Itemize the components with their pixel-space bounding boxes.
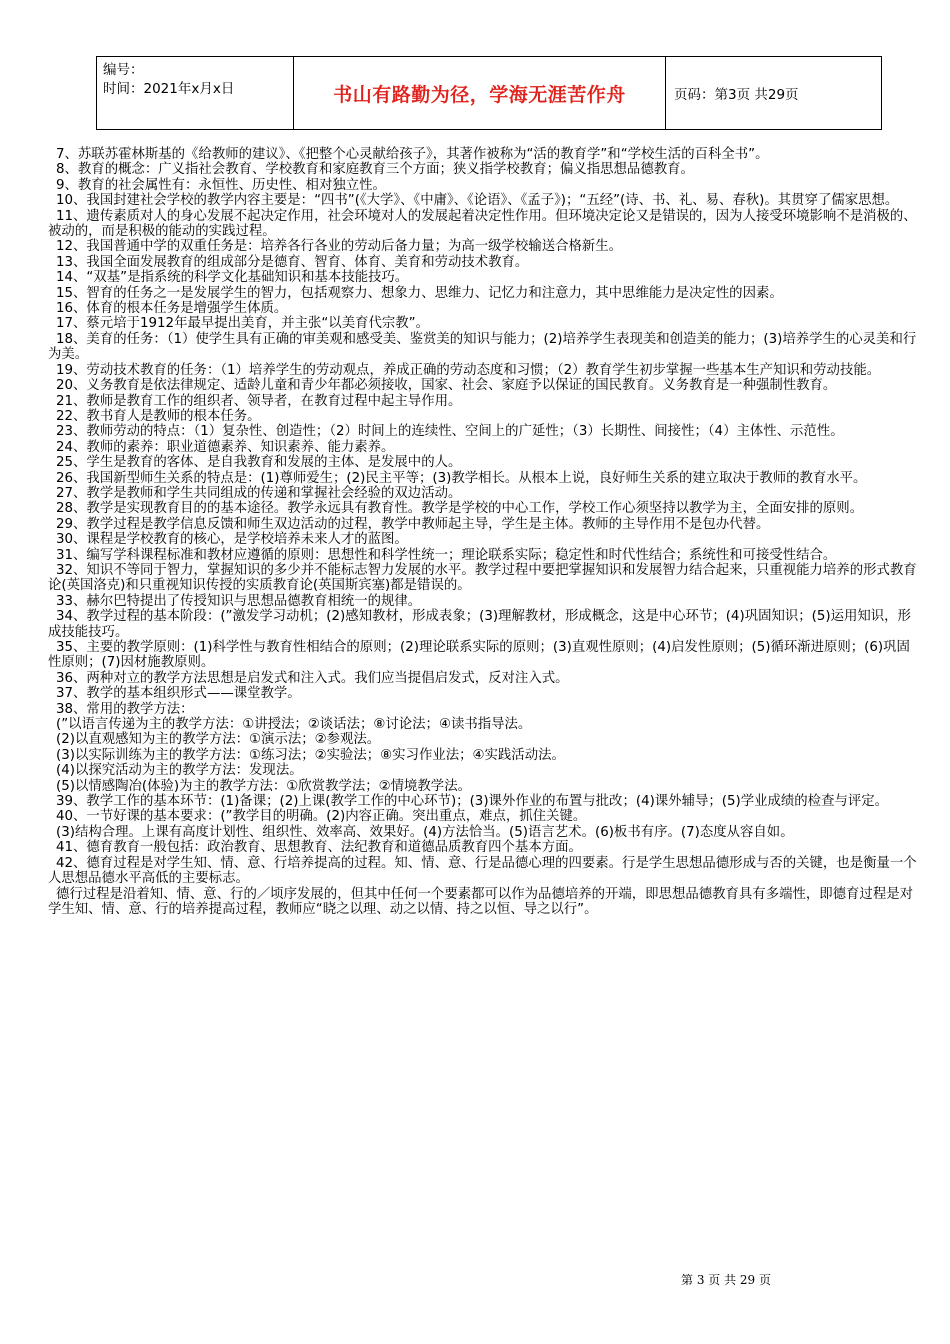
paragraph: 19、劳动技术教育的任务：（1）培养学生的劳动观点，养成正确的劳动态度和习惯；（2）教育学生初步掌握一些基本生产知识和劳动技能。 [56,362,881,378]
paragraph: 30、课程是学校教育的核心，是学校培养未来人才的蓝图。 [56,532,408,548]
paragraph: 8、教育的概念：广义指社会教育、学校教育和家庭教育三个方面；狭义指学校教育；偏义指思想品德教育。 [56,162,694,178]
paragraph: (”以语言传递为主的教学方法：①讲授法；②谈话法；⑧讨论法；④读书指导法。 [56,717,532,733]
paragraph: 25、学生是教育的客体、是自我教育和发展的主体、是发展中的人。 [56,455,462,471]
paragraph: 33、赫尔巴特提出了传授知识与思想品德教育相统一的规律。 [56,593,422,609]
paragraph: (5)以情感陶冶(体验)为主的教学方法：①欣赏教学法；②情境教学法。 [56,778,471,794]
header-page-label: 页码：第3页 共29页 [674,87,799,103]
paragraph: 16、体育的根本任务是增强学生体质。 [56,301,288,317]
number-label: 编号： [103,62,144,78]
paragraph: 37、教学的基本组织形式——课堂教学。 [56,686,301,702]
paragraph: 24、教师的素养：职业道德素养、知识素养、能力素养。 [56,439,395,455]
paragraph: (3)以实际训练为主的教学方法：①练习法；②实验法；⑧实习作业法；④实践活动法。 [56,747,565,763]
paragraph: 22、教书育人是教师的根本任务。 [56,408,261,424]
paragraph: 39、教学工作的基本环节：(1)备课；(2)上课(教学工作的中心环节)；(3)课外作业的布置与批改；(4)课外辅导；(5)学业成绩的检查与评定。 [56,794,889,810]
paragraph: 31、编写学科课程标准和教材应遵循的原则：思想性和科学性统一；理论联系实际；稳定性和时代性结合；系统性和可接受性结合。 [56,547,837,563]
paragraph: 15、智育的任务之一是发展学生的智力，包括观察力、想象力、思维力、记忆力和注意力，其中思维能力是决定性的因素。 [56,285,783,301]
header-info [97,57,294,129]
paragraph: 12、我国普通中学的双重任务是：培养各行各业的劳动后备力量；为高一级学校输送合格新生。 [56,239,623,255]
paragraph: 10、我国封建社会学校的教学内容主要是：“四书”(《大学》、《中庸》、《论语》、《孟子》)；“五经”(诗、书、礼、易、春秋)。其贯穿了儒家思想。 [56,193,899,209]
paragraph: 42、德育过程是对学生知、情、意、行培养提高的过程。知、情、意、行是品德心理的四要素。行是学生思想品德形成与否的关键，也是衡量一个人思想品德水平高低的主要标志。 [48,855,917,887]
paragraph: (3)结构合理。上课有高度计划性、组织性、效率高、效果好。(4)方法恰当。(5)语言艺术。(6)板书有序。(7)态度从容自如。 [56,824,794,840]
paragraph: (2)以直观感知为主的教学方法：①演示法；②参观法。 [56,732,381,748]
paragraph: 17、蔡元培于1912年最早提出美育，并主张“以美育代宗教”。 [56,316,429,332]
document-body [48,147,920,917]
paragraph: 11、遗传素质对人的身心发展不起决定作用，社会环境对人的发展起着决定性作用。但环境决定论又是错误的，因为人接受环境影响不是消极的、被动的，而是积极的能动的实践过程。 [48,208,917,240]
time-label: 时间：2021年x月x日 [103,81,235,97]
paragraph: 41、德育教育一般包括：政治教育、思想教育、法纪教育和道德品质教育四个基本方面。 [56,840,582,856]
paragraph: 18、美育的任务：（1）使学生具有正确的审美观和感受美、鉴赏美的知识与能力；(2)培养学生表现美和创造美的能力；(3)培养学生的心灵美和行为美。 [48,331,917,363]
paragraph: 9、教育的社会属性有：永恒性、历史性、相对独立性。 [56,177,386,193]
paragraph: 40、一节好课的基本要求：(”教学目的明确。(2)内容正确。突出重点，难点，抓住关键。 [56,809,587,825]
paragraph: 德行过程是沿着知、情、意、行的／顷序发展的，但其中任何一个要素都可以作为品德培养的开端，即思想品德教育具有多端性，即德育过程是对学生知、情、意、行的培养提高过程，教师应“晓之以理、动之以情、持之以恒、导之以行”。 [48,886,913,917]
paragraph: 26、我国新型师生关系的特点是：(1)尊师爱生；(2)民主平等；(3)教学相长。从根本上说，良好师生关系的建立取决于教师的教育水平。 [56,470,867,486]
paragraph: 13、我国全面发展教育的组成部分是德育、智育、体育、美育和劳动技术教育。 [56,254,529,270]
paragraph: 36、两种对立的教学方法思想是启发式和注入式。我们应当提倡启发式，反对注入式。 [56,670,569,686]
paragraph: (4)以探究活动为主的教学方法：发现法。 [56,763,303,779]
paragraph: 38、常用的教学方法： [56,701,194,717]
paragraph: 32、知识不等同于智力，掌握知识的多少并不能标志智力发展的水平。教学过程中要把掌握知识和发展智力结合起来，只重视能力培养的形式教育论(英国洛克)和只重视知识传授的实质教育论(英国斯宾塞)都是错误的。 [48,562,917,594]
paragraph: 20、义务教育是依法律规定、适龄儿童和青少年都必须接收，国家、社会、家庭予以保证的国民教育。义务教育是一种强制性教育。 [56,378,837,394]
paragraph: 34、教学过程的基本阶段：(”激发学习动机；(2)感知教材，形成表象；(3)理解教材，形成概念，这是中心环节；(4)巩固知识；(5)运用知识，形成技能技巧。 [48,609,911,640]
page-header [96,56,882,130]
paragraph: 23、教师劳动的特点：（1）复杂性、创造性；（2）时间上的连续性、空间上的广延性；（3）长期性、间接性；（4）主体性、示范性。 [56,424,844,440]
paragraph: 28、教学是实现教育目的的基本途径。教学永远具有教育性。教学是学校的中心工作，学校工作心须坚持以教学为主，全面安排的原则。 [56,501,864,517]
paragraph: 35、主要的教学原则：(1)科学性与教育性相结合的原则；(2)理论联系实际的原则；(3)直观性原则；(4)启发性原则；(5)循环渐进原则；(6)巩固性原则；(7)因材施教原则。 [48,640,910,671]
paragraph: 14、“双基”是指系统的科学文化基础知识和基本技能技巧。 [56,270,409,286]
paragraph: 29、教学过程是教学信息反馈和师生双边活动的过程，教学中教师起主导，学生是主体。教师的主导作用不是包办代替。 [56,516,770,532]
paragraph: 27、教学是教师和学生共同组成的传递和掌握社会经验的双边活动。 [56,485,462,501]
paragraph: 7、苏联苏霍林斯基的《给教师的建议》、《把整个心灵献给孩子》，其著作被称为“活的教育学”和“学校生活的百科全书”。 [56,147,769,162]
header-motto: 书山有路勤为径，学海无涯苦作舟 [294,57,666,129]
paragraph: 21、教师是教育工作的组织者、领导者，在教育过程中起主导作用。 [56,393,462,409]
page-footer: 第 3 页 共 29 页 [681,1273,771,1287]
